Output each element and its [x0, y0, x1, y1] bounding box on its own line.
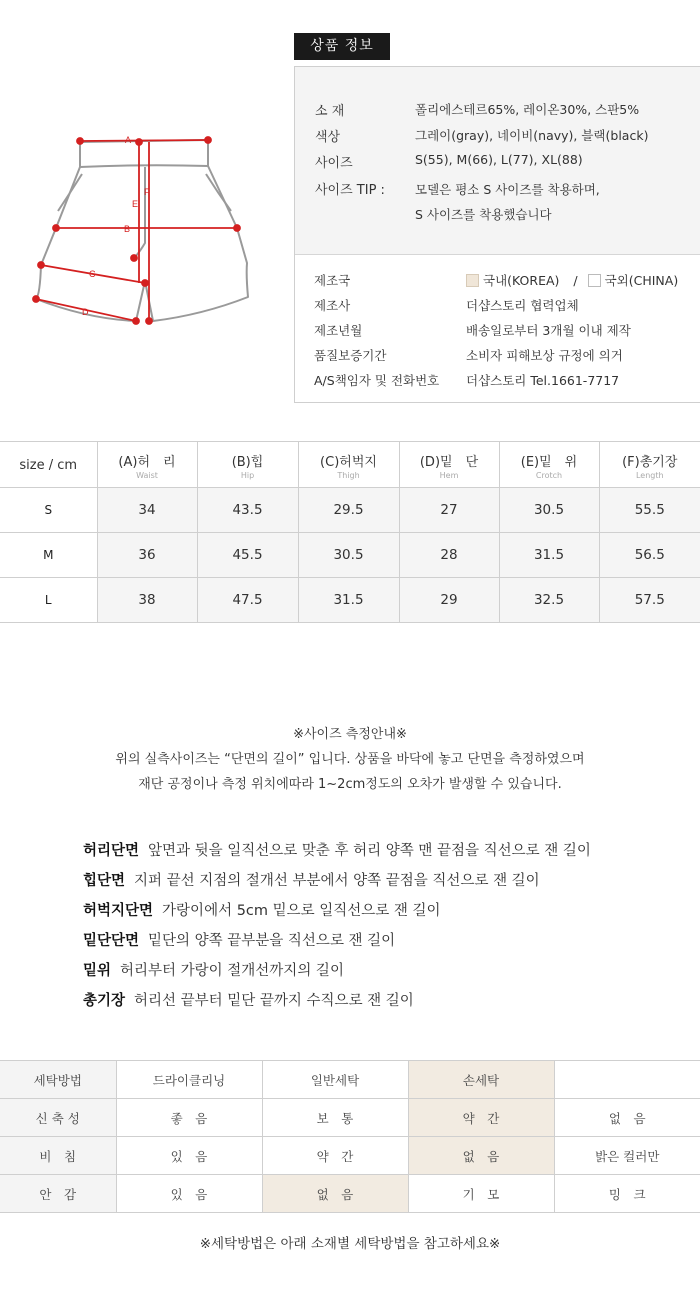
size-notice-line1: 위의 실측사이즈는 “단면의 길이” 입니다. 상품을 바닥에 놓고 단면을 측정하였으며 [115, 752, 585, 767]
table-cell: 38 [97, 578, 197, 623]
wash-row-seethrough [0, 1137, 700, 1175]
label-d: D [82, 307, 89, 317]
guide-thigh: 허벅지단면 가랑이에서 5cm 밑으로 일직선으로 잰 길이 [83, 903, 441, 919]
size-table-header [0, 442, 700, 488]
date-label: 제조년월 [314, 323, 363, 338]
table-row [0, 578, 700, 623]
wash-cell: 약 간 [262, 1137, 408, 1175]
spec-value-color: 그레이(gray), 네이비(navy), 블랙(black) [415, 128, 649, 143]
checkbox-china [588, 274, 601, 287]
wash-cell: 기 모 [408, 1175, 554, 1213]
label-b: B [124, 224, 131, 234]
table-cell: 57.5 [599, 578, 700, 623]
table-cell: 55.5 [599, 488, 700, 533]
wash-cell: 일반세탁 [262, 1061, 408, 1099]
origin-option-korea: 국내(KOREA) [483, 273, 560, 288]
spec-label-size: 사이즈 [315, 156, 353, 171]
guide-length: 총기장 허리선 끝부터 밑단 끝까지 수직으로 잰 길이 [83, 993, 414, 1009]
wash-table [0, 1060, 700, 1213]
spec-value-material: 폴리에스테르65%, 레이온30%, 스판5% [415, 102, 640, 117]
wash-cell: 있 음 [116, 1137, 262, 1175]
wash-row-stretch [0, 1099, 700, 1137]
spec-label-material: 소 재 [315, 104, 345, 119]
origin-separator: / [573, 273, 578, 288]
header-hem: (D)밑 단 Hem [399, 442, 499, 488]
wash-cell: 밝은 컬러만 [554, 1137, 700, 1175]
table-row [0, 488, 700, 533]
wash-row-method [0, 1061, 700, 1099]
warranty-label: 품질보증기간 [314, 348, 387, 363]
guide-crotch: 밑위 허리부터 가랑이 절개선까지의 길이 [83, 963, 344, 979]
product-info-box [294, 66, 700, 403]
spec-label-color: 색상 [315, 130, 341, 145]
product-info-tag: 상품 정보 [294, 33, 390, 60]
table-cell: 30.5 [499, 488, 599, 533]
size-label: L [0, 578, 97, 623]
wash-cell: 있 음 [116, 1175, 262, 1213]
guide-hip: 힙단면 지퍼 끝선 지점의 절개선 부분에서 양쪽 끝점을 직선으로 잰 길이 [83, 873, 540, 889]
origin-label: 제조국 [314, 273, 351, 288]
spec-value-size: S(55), M(66), L(77), XL(88) [415, 152, 583, 167]
table-row [0, 533, 700, 578]
origin-options [466, 271, 678, 289]
table-cell: 31.5 [499, 533, 599, 578]
size-notice-title: ※사이즈 측정안내※ [293, 727, 407, 742]
origin-option-china: 국외(CHINA) [604, 273, 679, 288]
measure-line-a [80, 140, 208, 141]
header-waist: (A)허 리 Waist [97, 442, 197, 488]
size-notice-line2: 재단 공정이나 측정 위치에따라 1~2cm정도의 오차가 발생할 수 있습니다. [138, 777, 562, 792]
spec-value-size-tip: 모델은 평소 S 사이즈를 착용하며, [415, 182, 600, 197]
as-label: A/S책임자 및 전화번호 [314, 373, 440, 388]
label-f: F [144, 187, 150, 197]
table-cell: 31.5 [298, 578, 399, 623]
wash-cell: 안 감 [0, 1175, 116, 1213]
wash-cell: 좋 음 [116, 1099, 262, 1137]
wash-cell: 보 통 [262, 1099, 408, 1137]
as-value: 더샵스토리 Tel.1661-7717 [466, 373, 620, 388]
table-cell: 29 [399, 578, 499, 623]
table-cell: 45.5 [197, 533, 298, 578]
date-value: 배송일로부터 3개월 이내 제작 [466, 323, 631, 338]
wash-cell: 밍 크 [554, 1175, 700, 1213]
wash-cell-selected: 없 음 [262, 1175, 408, 1213]
table-cell: 36 [97, 533, 197, 578]
wash-cell-selected: 없 음 [408, 1137, 554, 1175]
header-length: (F)총기장 Length [599, 442, 700, 488]
spec-value-size-tip-2: S 사이즈를 착용했습니다 [415, 207, 552, 222]
header-thigh: (C)허벅지 Thigh [298, 442, 399, 488]
wash-row-lining [0, 1175, 700, 1213]
label-e: E [132, 199, 139, 209]
maker-label: 제조사 [314, 298, 351, 313]
header-crotch: (E)밑 위 Crotch [499, 442, 599, 488]
spec-panel [295, 67, 700, 255]
wash-cell: 드라이클리닝 [116, 1061, 262, 1099]
table-cell: 32.5 [499, 578, 599, 623]
label-a: A [125, 135, 132, 145]
wash-cell-selected: 손세탁 [408, 1061, 554, 1099]
table-cell: 43.5 [197, 488, 298, 533]
size-corner: size / cm [0, 442, 97, 488]
guide-hem: 밑단단면 밑단의 양쪽 끝부분을 직선으로 잰 길이 [83, 933, 396, 949]
header-hip: (B)힙 Hip [197, 442, 298, 488]
table-cell: 27 [399, 488, 499, 533]
spec-label-size-tip: 사이즈 TIP : [315, 183, 385, 198]
checkbox-korea-checked [466, 274, 479, 287]
wash-cell [554, 1061, 700, 1099]
table-cell: 34 [97, 488, 197, 533]
label-c: C [89, 269, 96, 279]
wash-cell: 비 침 [0, 1137, 116, 1175]
wash-cell: 세탁방법 [0, 1061, 116, 1099]
wash-cell-selected: 약 간 [408, 1099, 554, 1137]
size-label: M [0, 533, 97, 578]
maker-value: 더샵스토리 협력업체 [466, 298, 579, 313]
wash-notice: ※세탁방법은 아래 소재별 세탁방법을 참고하세요※ [199, 1236, 501, 1252]
wash-cell: 없 음 [554, 1099, 700, 1137]
wash-cell: 신 축 성 [0, 1099, 116, 1137]
guide-waist: 허리단면 앞면과 뒷을 일직선으로 맞춘 후 허리 양쪽 맨 끝점을 직선으로 잰 길이 [83, 843, 591, 859]
warranty-value: 소비자 피해보상 규정에 의거 [466, 348, 623, 363]
size-label: S [0, 488, 97, 533]
size-table [0, 441, 700, 623]
table-cell: 56.5 [599, 533, 700, 578]
table-cell: 28 [399, 533, 499, 578]
table-cell: 29.5 [298, 488, 399, 533]
shorts-outline [36, 140, 248, 321]
shorts-measurement-diagram [20, 125, 260, 335]
table-cell: 30.5 [298, 533, 399, 578]
table-cell: 47.5 [197, 578, 298, 623]
